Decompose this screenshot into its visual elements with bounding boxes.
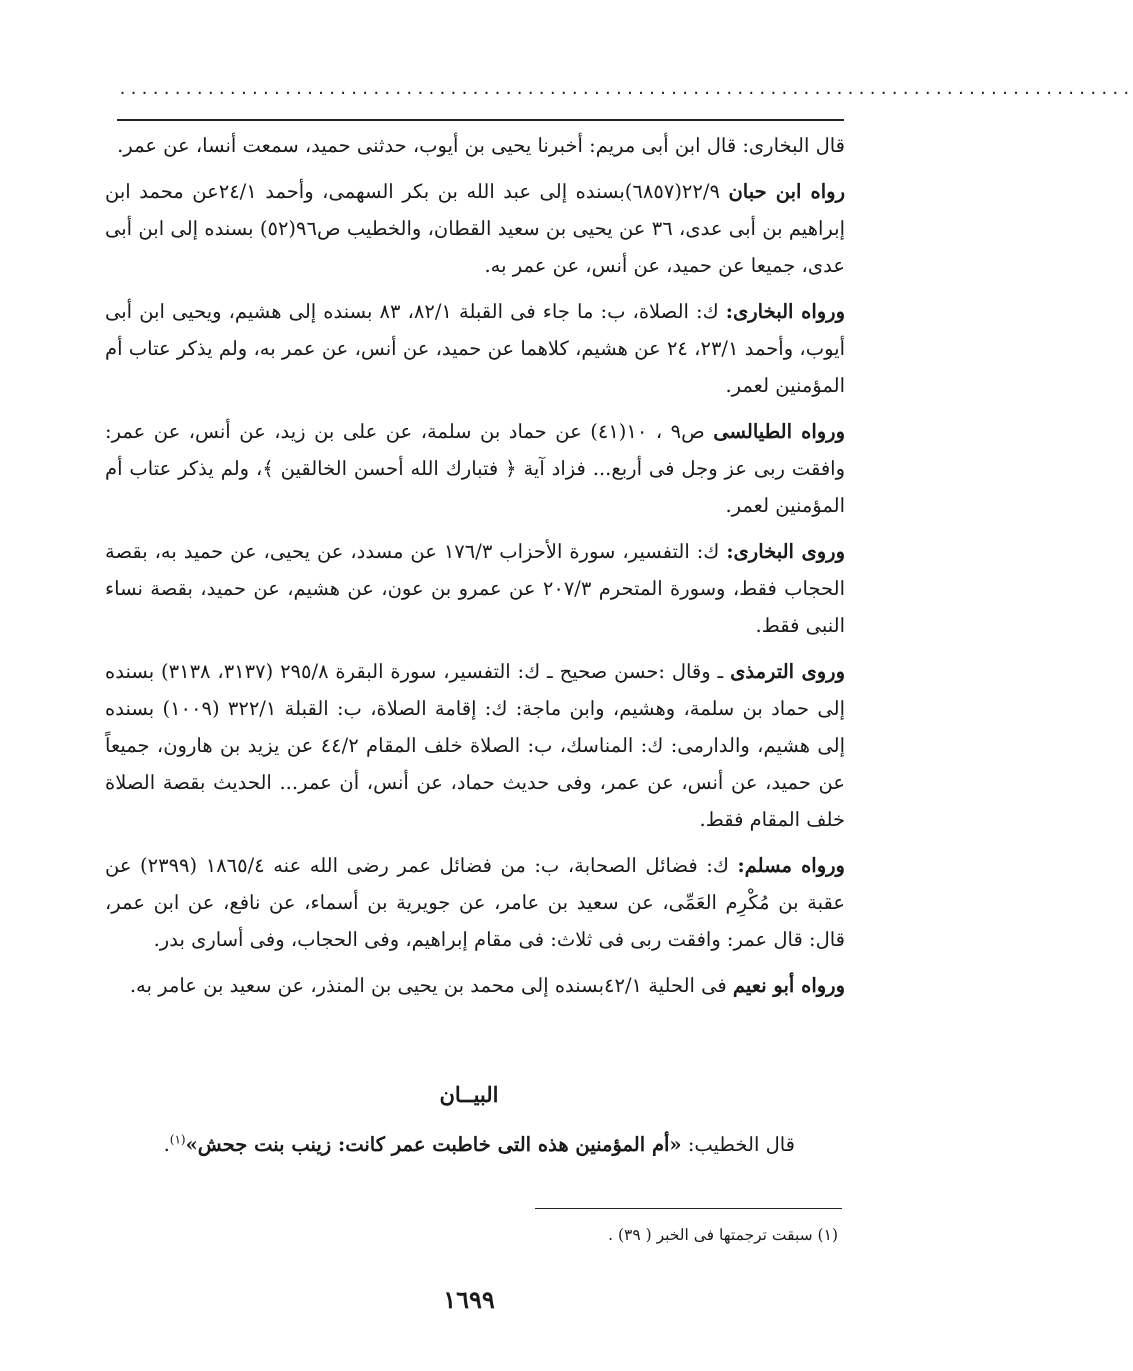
quote-end: .: [163, 1133, 170, 1156]
paragraph: [105, 413, 845, 524]
paragraph-text: ك: فضائل الصحابة، ب: من فضائل عمر رضى الله عنه ١٨٦٥/٤ (٢٣٩٩) عن عقبة بن مُكْرِم العَمِّى، عن سعيد بن عامر، عن جويرية بن أسماء، عن نافع، عن ابن عمر، قال: قال عمر: وافقت ربى فى ثلاث: فى مقام إبراهيم، وفى الحجاب، وفى أسارى بدر.: [105, 854, 845, 951]
paragraph: [105, 653, 845, 838]
khatib-quote: [105, 1125, 795, 1165]
paragraph-text: ٢٢/٩(٦٨٥٧)بسنده إلى عبد الله بن بكر السهمى، وأحمد ٢٤/١عن محمد ابن إبراهيم بن أبى عدى، ٣٦ عن يحيى بن سعيد القطان، والخطيب ص٩٦(٥٢) بسنده إلى ابن أبى عدى، جميعا عن حميد، عن أنس، عن عمر به.: [105, 180, 845, 277]
paragraph: [105, 293, 845, 404]
paragraph-text: فى الحلية ٤٢/١بسنده إلى محمد بن يحيى بن المنذر، عن سعيد بن عامر به.: [129, 974, 733, 997]
dotted-separator: ............................................................................................: [118, 80, 1133, 98]
paragraph-lead: وروى الترمذى: [730, 660, 846, 683]
paragraph-lead: ورواه أبو نعيم: [732, 974, 845, 997]
paragraph-text: ك: الصلاة، ب: ما جاء فى القبلة ٨٢/١، ٨٣ بسنده إلى هشيم، ويحيى ابن أبى أيوب، وأحمد ٢٣/١، ٢٤ عن هشيم، كلاهما عن حميد، عن أنس، عن عمر به، ولم يذكر عتاب أم المؤمنين لعمر.: [105, 300, 845, 397]
page-number: ١٦٩٩: [443, 1285, 495, 1314]
quote-intro: قال الخطيب:: [681, 1133, 795, 1156]
paragraph: [105, 967, 845, 1004]
main-text: [105, 127, 845, 1004]
paragraph-text: قال البخارى: قال ابن أبى مريم: أخبرنا يحيى بن أيوب، حدثنى حميد، سمعت أنسا، عن عمر.: [117, 134, 845, 157]
paragraph-text: ص٩ ، ١٠(٤١) عن حماد بن سلمة، عن على بن زيد، عن أنس، عن عمر: وافقت ربى عز وجل فى أربع... فزاد آية ﴿ فتبارك الله أحسن الخالقين ﴾، ولم يذكر عتاب أم المؤمنين لعمر.: [105, 420, 845, 517]
paragraph: [105, 127, 845, 164]
section-title: البيــان: [439, 1082, 499, 1107]
quote-bold-text: «أم المؤمنين هذه التى خاطبت عمر كانت: زينب بنت جحش»: [185, 1133, 682, 1156]
paragraph-lead: رواه ابن حبان: [728, 180, 845, 203]
paragraph-lead: ورواه مسلم:: [737, 854, 845, 877]
footnote: (١) سبقت ترجمتها فى الخبر ( ٣٩) .: [608, 1226, 838, 1244]
paragraph: [105, 173, 845, 284]
paragraph: [105, 533, 845, 644]
paragraph-lead: وروى البخارى:: [726, 540, 846, 563]
paragraph-text: ك: التفسير، سورة الأحزاب ١٧٦/٣ عن مسدد، عن يحيى، عن حميد به، بقصة الحجاب فقط، وسورة المتحرم ٢٠٧/٣ عن عمرو بن عون، عن هشيم، عن حميد، بقصة نساء النبى فقط.: [105, 540, 845, 637]
paragraph-lead: ورواه البخارى:: [725, 300, 846, 323]
top-rule: [117, 119, 844, 121]
paragraph: [105, 847, 845, 958]
footnote-rule: [535, 1208, 842, 1209]
footnote-reference: (١): [169, 1132, 186, 1147]
paragraph-lead: ورواه الطيالسى: [713, 420, 845, 443]
paragraph-text: ـ وقال :حسن صحيح ـ ك: التفسير، سورة البقرة ٢٩٥/٨ (٣١٣٧، ٣١٣٨) بسنده إلى حماد بن سلمة، وهشيم، وابن ماجة: ك: إقامة الصلاة، ب: القبلة ٣٢٢/١ (١٠٠٩) بسنده إلى هشيم، والدارمى: ك: المناسك، ب: الصلاة خلف المقام ٤٤/٢ عن يزيد بن هارون، جميعاً عن حميد، عن أنس، عن عمر، وفى حديث حماد، عن أنس، أن عمر... الحديث بقصة الصلاة خلف المقام فقط.: [105, 660, 845, 831]
